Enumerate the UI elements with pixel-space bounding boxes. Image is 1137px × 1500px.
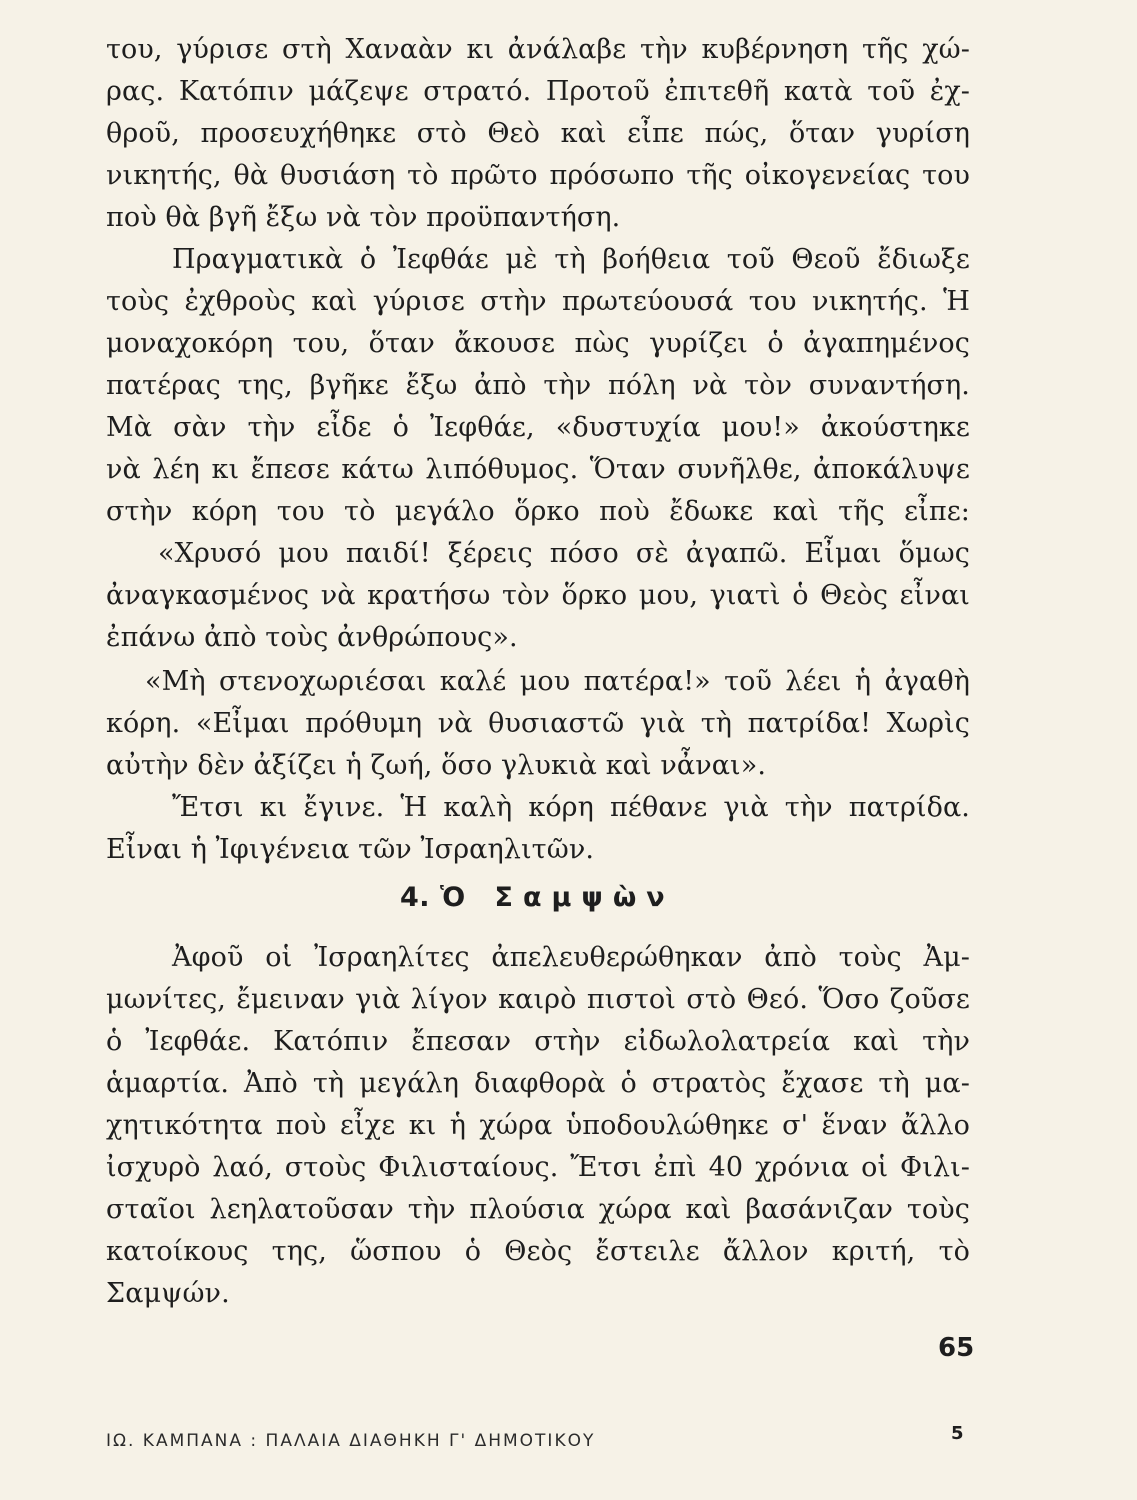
section-number: 4. [400,882,431,913]
text-line: μοναχοκόρη του, ὅταν ἄκουσε πὼς γυρίζει ὁ ἀγαπημένος [106,328,970,359]
text-line: Εἶναι ἡ Ἰφιγένεια τῶν Ἰσραηλιτῶν. [106,834,595,865]
text-line: ἰσχυρὸ λαό, στοὺς Φιλισταίους. Ἔτσι ἐπὶ 40 χρόνια οἱ Φιλι- [106,1152,970,1183]
text-line: νὰ λέη κι ἔπεσε κάτω λιπόθυμος. Ὅταν συνῆλθε, ἀποκάλυψε [106,454,970,485]
text-line: κόρη. «Εἶμαι πρόθυμη νὰ θυσιαστῶ γιὰ τὴ πατρίδα! Χωρὶς [106,708,970,739]
text-line: Σαμψών. [106,1278,230,1309]
text-line: Μὰ σὰν τὴν εἶδε ὁ Ἰεφθάε, «δυστυχία μου!» ἀκούστηκε [106,412,970,443]
text-line: ἁμαρτία. Ἀπὸ τὴ μεγάλη διαφθορὰ ὁ στρατὸς ἔχασε τὴ μα- [106,1068,970,1099]
text-line: σταῖοι λεηλατοῦσαν τὴν πλούσια χώρα καὶ βασάνιζαν τοὺς [106,1194,970,1225]
section-heading [400,878,760,918]
text-line: ὁ Ἰεφθάε. Κατόπιν ἔπεσαν στὴν εἰδωλολατρεία καὶ τὴν [106,1026,970,1057]
text-line: πατέρας της, βγῆκε ἔξω ἀπὸ τὴν πόλη νὰ τὸν συναντήση. [106,370,970,401]
text-line: ρας. Κατόπιν μάζεψε στρατό. Προτοῦ ἐπιτεθῆ κατὰ τοῦ ἐχ- [106,76,970,107]
text-line: θροῦ, προσευχήθηκε στὸ Θεὸ καὶ εἶπε πώς, ὅταν γυρίση [106,118,970,149]
signature-mark: 5 [951,1423,964,1444]
footer-text: ΙΩ. ΚΑΜΠΑΝΑ : ΠΑΛΑΙΑ ΔΙΑΘΗΚΗ Γ' ΔΗΜΟΤΙΚΟΥ [106,1431,596,1451]
text-line: του, γύρισε στὴ Χαναὰν κι ἀνάλαβε τὴν κυβέρνηση τῆς χώ- [106,34,970,65]
text-line: ἐπάνω ἀπὸ τοὺς ἀνθρώπους». [106,622,518,653]
text-line: ἀναγκασμένος νὰ κρατήσω τὸν ὅρκο μου, γιατὶ ὁ Θεὸς εἶναι [106,580,970,611]
text-line: ποὺ θὰ βγῆ ἔξω νὰ τὸν προϋπαντήση. [106,202,621,233]
text-line: κατοίκους της, ὥσπου ὁ Θεὸς ἔστειλε ἄλλον κριτή, τὸ [106,1236,970,1267]
text-line: χητικότητα ποὺ εἶχε κι ἡ χώρα ὑποδουλώθηκε σ' ἕναν ἄλλο [106,1110,970,1141]
section-title: Ὁ Σαμψὼν [439,882,675,913]
text-line: Πραγματικὰ ὁ Ἰεφθάε μὲ τὴ βοήθεια τοῦ Θεοῦ ἔδιωξε [172,244,970,275]
text-line: Ἀφοῦ οἱ Ἰσραηλίτες ἀπελευθερώθηκαν ἀπὸ τοὺς Ἀμ- [172,942,970,973]
text-line: «Μὴ στενοχωριέσαι καλέ μου πατέρα!» τοῦ λέει ἡ ἀγαθὴ [145,666,970,697]
text-line: Ἔτσι κι ἔγινε. Ἡ καλὴ κόρη πέθανε γιὰ τὴν πατρίδα. [172,792,970,823]
text-line: «Χρυσό μου παιδί! ξέρεις πόσο σὲ ἀγαπῶ. Εἶμαι ὅμως [158,538,970,569]
text-line: αὐτὴν δὲν ἀξίζει ἡ ζωή, ὅσο γλυκιὰ καὶ νἆναι». [106,750,767,781]
text-line: μωνίτες, ἔμειναν γιὰ λίγον καιρὸ πιστοὶ στὸ Θεό. Ὅσο ζοῦσε [106,984,970,1015]
text-line: στὴν κόρη του τὸ μεγάλο ὅρκο ποὺ ἔδωκε καὶ τῆς εἶπε: [106,496,970,527]
text-line: νικητής, θὰ θυσιάση τὸ πρῶτο πρόσωπο τῆς οἰκογενείας του [106,160,970,191]
page-number: 65 [938,1333,975,1363]
text-line: τοὺς ἐχθροὺς καὶ γύρισε στὴν πρωτεύουσά του νικητής. Ἡ [106,286,970,317]
